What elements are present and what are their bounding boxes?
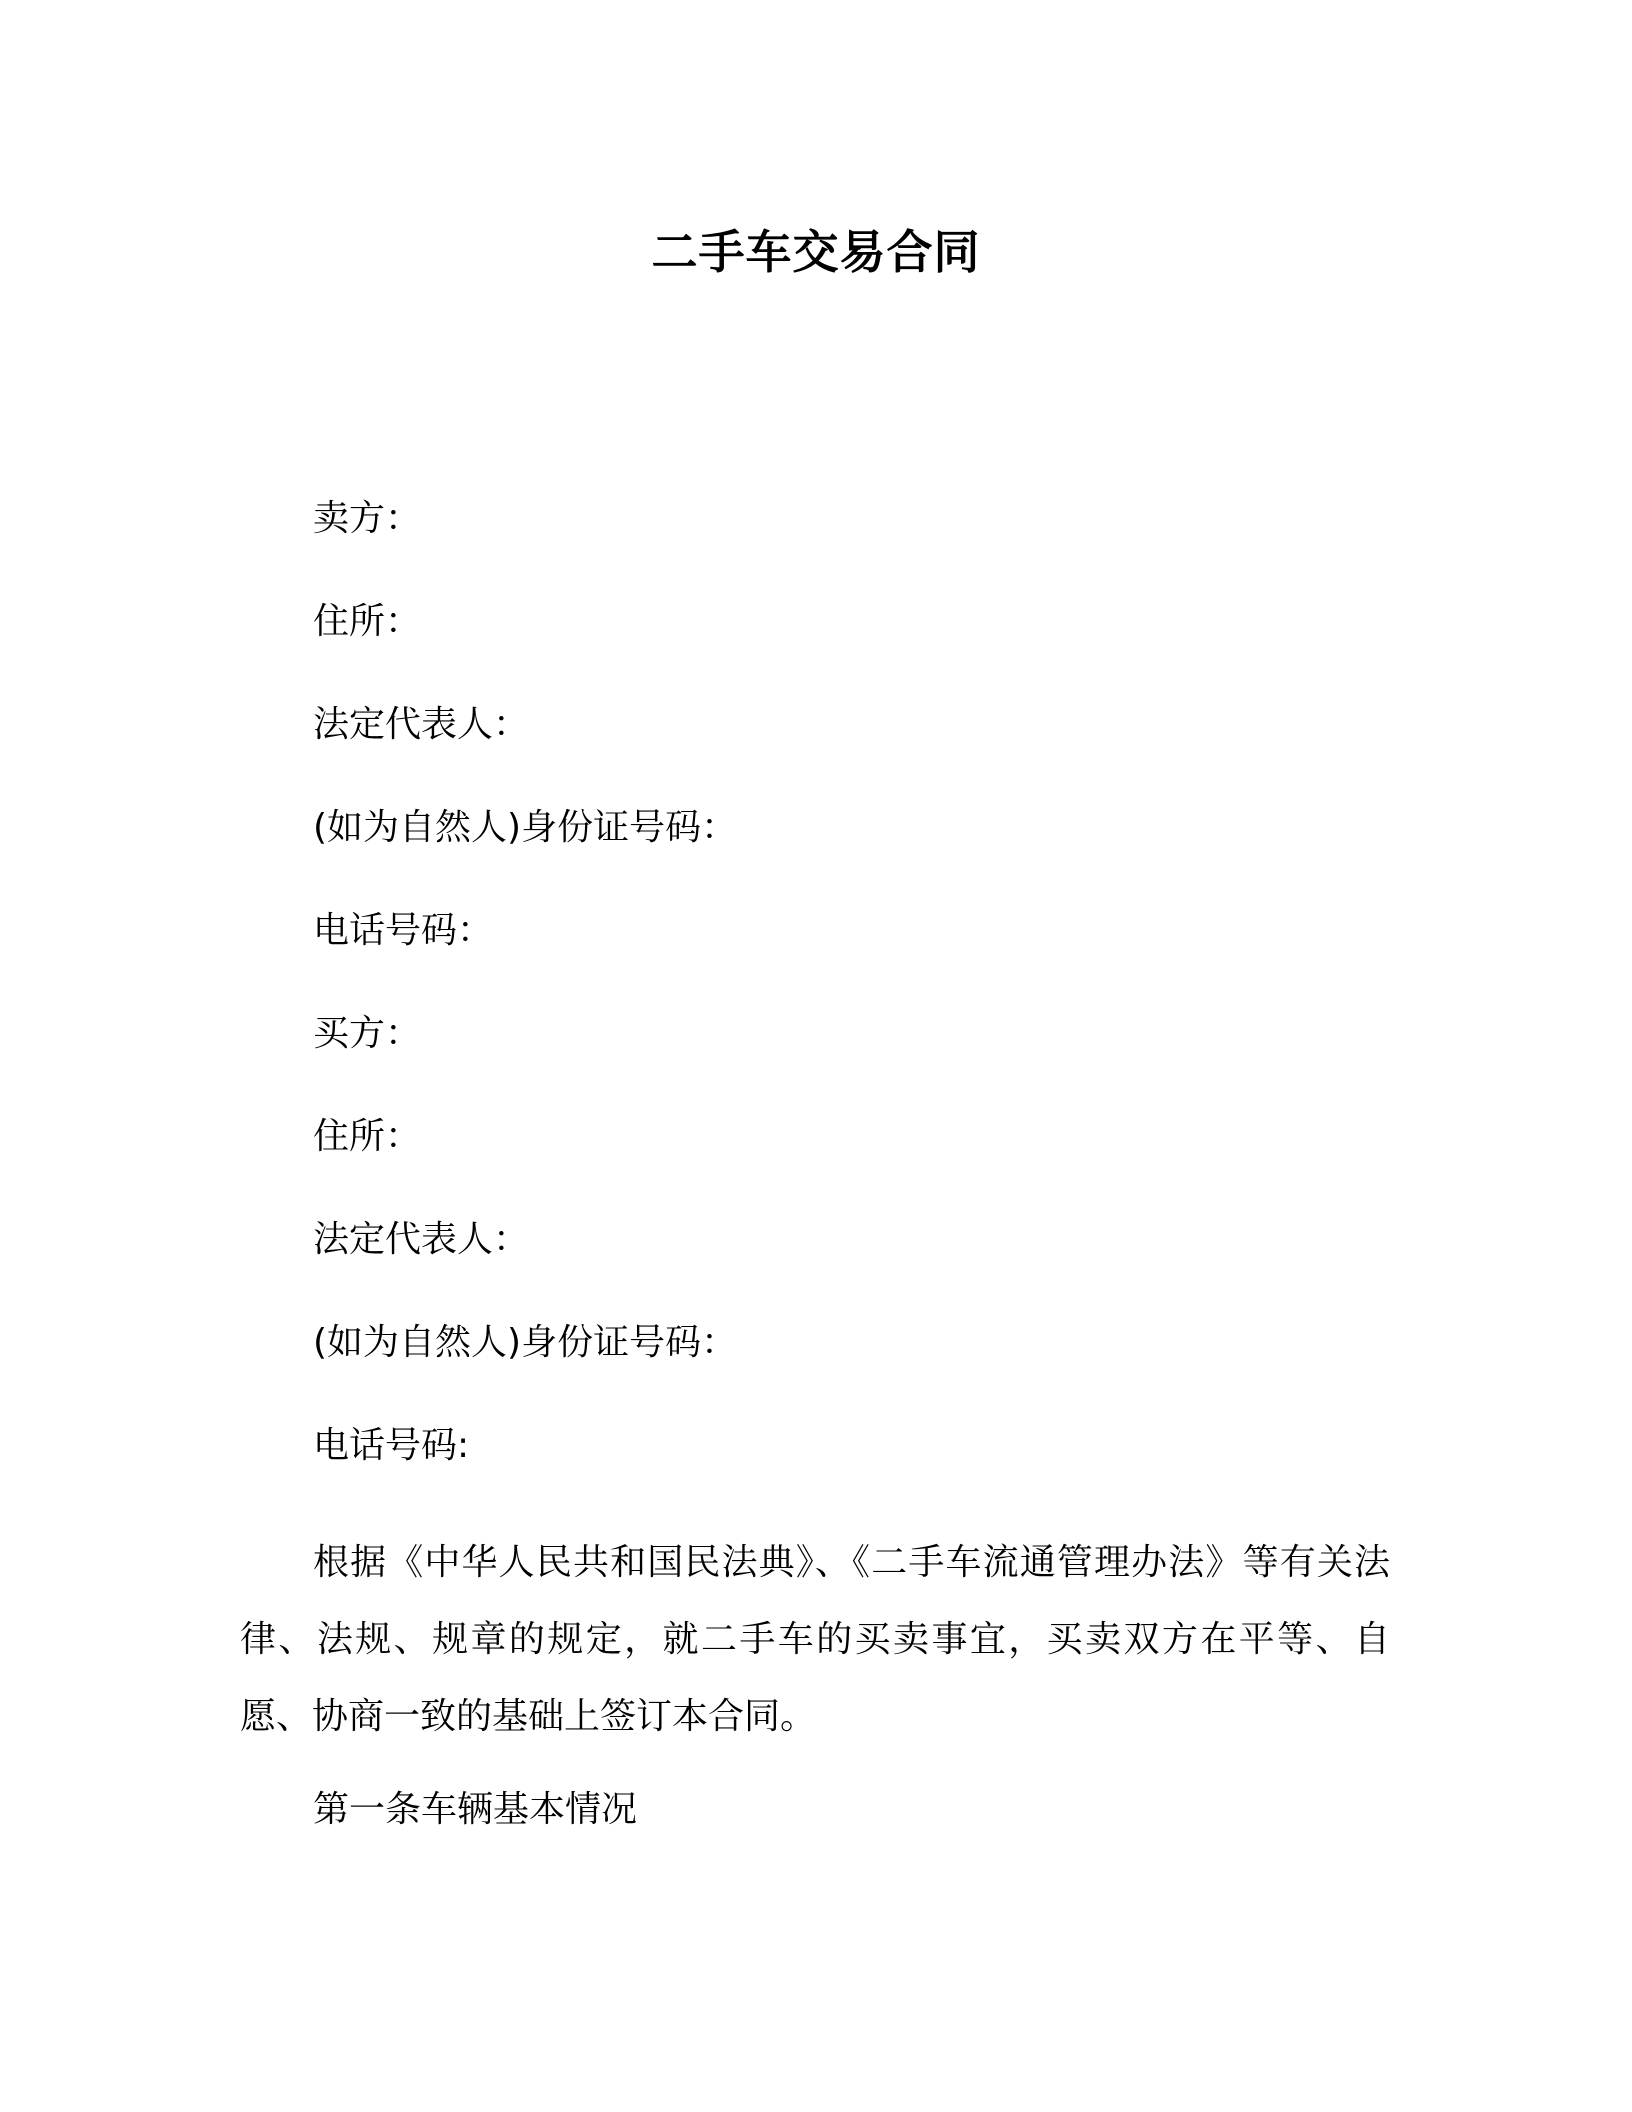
seller-phone-label: 电话号码：	[313, 910, 494, 951]
seller-address-label: 住所：	[313, 601, 422, 642]
buyer-address-label: 住所：	[313, 1116, 422, 1157]
buyer-legal-rep-label: 法定代表人：	[313, 1219, 530, 1260]
buyer-name-label: 买方：	[313, 1013, 422, 1054]
section-1-heading: 第一条车辆基本情况	[313, 1789, 638, 1830]
buyer-phone-label: 电话号码:	[313, 1425, 470, 1466]
seller-id-label: (如为自然人)身份证号码：	[313, 807, 738, 848]
buyer-id-label: (如为自然人)身份证号码：	[313, 1322, 738, 1363]
seller-legal-rep-label: 法定代表人：	[313, 704, 530, 745]
document-title: 二手车交易合同	[651, 225, 981, 279]
preamble-paragraph: 根据《中华人民共和国民法典》、《二手车流通管理办法》等有关法律、法规、规章的规定，就二手车的买卖事宜，买卖双方在平等、自愿、协商一致的基础上签订本合同。	[240, 1542, 1390, 1737]
seller-name-label: 卖方：	[313, 498, 422, 539]
